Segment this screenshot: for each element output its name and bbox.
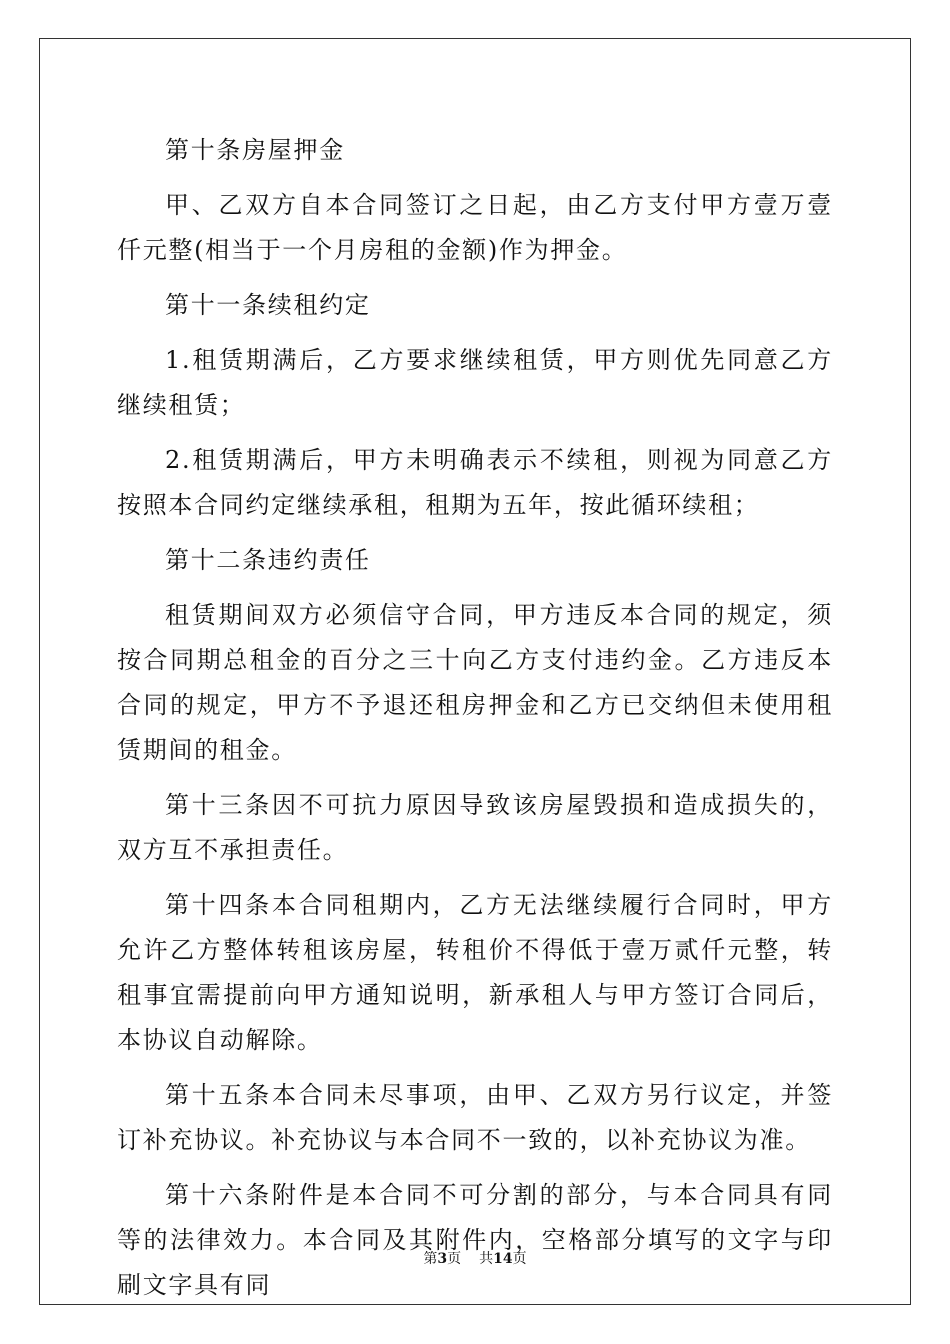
section-heading: 第十条房屋押金 [165, 136, 345, 164]
paragraph: 租赁期间双方必须信守合同，甲方违反本合同的规定，须按合同期总租金的百分之三十向乙方支付违约金。乙方违反本合同的规定，甲方不予退还租房押金和乙方已交纳但未使用租赁期间的租金。 [117, 601, 833, 764]
section-heading: 第十一条续租约定 [165, 291, 371, 319]
page-prefix: 第 [423, 1251, 438, 1267]
page-current: 3 [437, 1251, 448, 1267]
paragraph: 第十六条附件是本合同不可分割的部分，与本合同具有同等的法律效力。本合同及其附件内，空格部分填写的文字与印刷文字具有同 [117, 1181, 833, 1299]
total-suffix: 页 [512, 1251, 527, 1267]
page-total: 14 [493, 1251, 513, 1267]
paragraph: 2.租赁期满后，甲方未明确表示不续租，则视为同意乙方按照本合同约定继续承租，租期为五年，按此循环续租； [117, 446, 833, 519]
document-body [117, 128, 833, 1318]
total-prefix: 共 [479, 1251, 494, 1267]
paragraph: 第十五条本合同未尽事项，由甲、乙双方另行议定，并签订补充协议。补充协议与本合同不一致的，以补充协议为准。 [117, 1081, 833, 1154]
paragraph: 1.租赁期满后，乙方要求继续租赁，甲方则优先同意乙方继续租赁； [117, 346, 833, 419]
page-suffix: 页 [447, 1251, 462, 1267]
page-footer [0, 1248, 950, 1268]
paragraph: 第十四条本合同租期内，乙方无法继续履行合同时，甲方允许乙方整体转租该房屋，转租价不得低于壹万贰仟元整，转租事宜需提前向甲方通知说明，新承租人与甲方签订合同后，本协议自动解除。 [117, 891, 833, 1054]
paragraph: 第十三条因不可抗力原因导致该房屋毁损和造成损失的，双方互不承担责任。 [117, 791, 833, 864]
section-heading: 第十二条违约责任 [165, 546, 371, 574]
paragraph: 甲、乙双方自本合同签订之日起，由乙方支付甲方壹万壹仟元整(相当于一个月房租的金额)作为押金。 [117, 191, 833, 264]
